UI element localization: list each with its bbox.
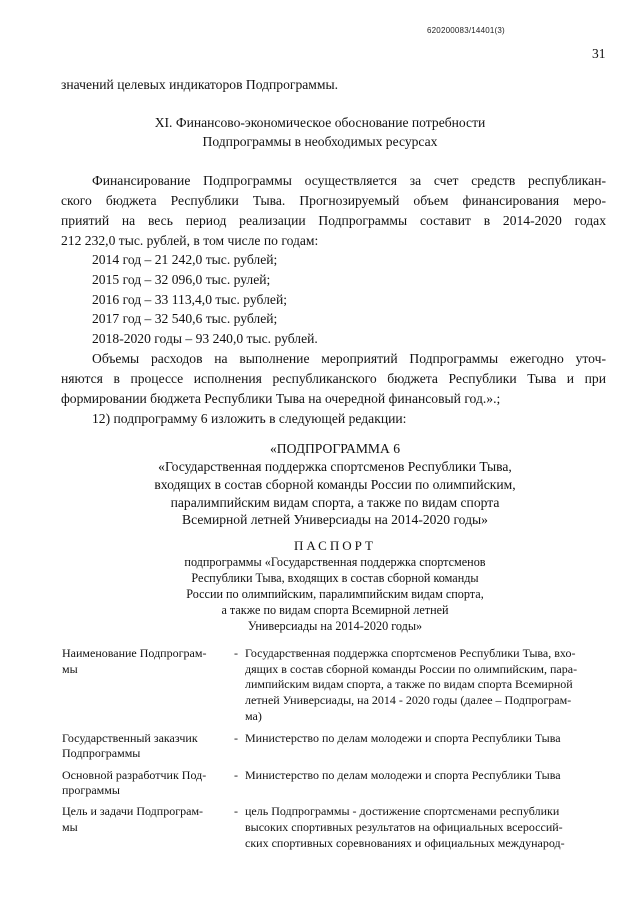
financing-paragraph-line1: Финансирование Подпрограммы осуществляется за счет средств республикан-: [92, 173, 606, 188]
subprogram-heading: «ПОДПРОГРАММА 6: [269, 441, 401, 456]
row-dash: -: [234, 804, 238, 818]
row-dash: -: [234, 768, 238, 782]
passport-subtitle-line2: Республики Тыва, входящих в состав сборной команды: [191, 571, 479, 585]
row-value: ских спортивных соревнованиях и официальных международ-: [245, 836, 565, 850]
subprogram-title-line3: паралимпийским видам спорта, а также по видам спорта: [170, 495, 500, 510]
row-label: Наименование Подпрограм-: [62, 646, 207, 660]
row-value: цель Подпрограммы - достижение спортсменами республики: [245, 804, 560, 818]
row-dash: -: [234, 646, 238, 660]
passport-subtitle-line3: России по олимпийским, паралимпийским видам спорта,: [186, 587, 484, 601]
passport-title: ПАСПОРТ: [294, 538, 376, 553]
passport-subtitle-line1: подпрограммы «Государственная поддержка спортсменов: [184, 555, 486, 569]
year-2016: 2016 год – 33 113,4,0 тыс. рублей;: [92, 292, 287, 307]
year-2018-2020: 2018-2020 годы – 93 240,0 тыс. рублей.: [92, 331, 318, 346]
row-value: дящих в состав сборной команды России по олимпийским, пара-: [245, 662, 578, 676]
intro-line: значений целевых индикаторов Подпрограммы.: [61, 77, 339, 92]
expenses-paragraph-line1: Объемы расходов на выполнение мероприятий Подпрограммы ежегодно уточ-: [92, 351, 606, 366]
row-value: Государственная поддержка спортсменов Республики Тыва, вхо-: [245, 646, 576, 660]
row-dash: -: [234, 731, 238, 745]
expenses-paragraph-line3: формировании бюджета Республики Тыва на очередной финансовый год.».;: [61, 391, 501, 406]
row-label: Цель и задачи Подпрограм-: [62, 804, 204, 818]
subprogram-title-line4: Всемирной летней Универсиады на 2014-2020 годы»: [182, 512, 488, 527]
row-value: Министерство по делам молодежи и спорта Республики Тыва: [245, 768, 561, 782]
row-value: Министерство по делам молодежи и спорта Республики Тыва: [245, 731, 561, 745]
section-title-line1: XI. Финансово-экономическое обоснование потребности: [154, 115, 486, 130]
row-label: мы: [62, 662, 78, 676]
row-label: программы: [62, 783, 120, 797]
subprogram-title-line1: «Государственная поддержка спортсменов Республики Тыва,: [158, 459, 512, 474]
expenses-paragraph-line2: няются в процессе исполнения республиканского бюджета Республики Тыва и при: [61, 371, 606, 386]
row-value: высоких спортивных результатов на официальных всероссий-: [245, 820, 563, 834]
section-title-line2: Подпрограммы в необходимых ресурсах: [202, 134, 438, 149]
row-value: летней Универсиады, на 2014 - 2020 годы (далее – Подпрограм-: [245, 693, 572, 707]
row-label: Государственный заказчик: [62, 731, 198, 745]
passport-subtitle-line4: а также по видам спорта Всемирной летней: [221, 603, 449, 617]
year-2015: 2015 год – 32 096,0 тыс. рулей;: [92, 272, 271, 287]
financing-paragraph-line2: ского бюджета Республики Тыва. Прогнозируемый объем финансирования меро-: [61, 193, 606, 208]
row-value: ма): [245, 709, 262, 723]
passport-subtitle-line5: Универсиады на 2014-2020 годы»: [247, 619, 423, 633]
financing-paragraph-line3: приятий на весь период реализации Подпрограммы составит в 2014-2020 годах: [61, 213, 606, 228]
year-2014: 2014 год – 21 242,0 тыс. рублей;: [92, 252, 278, 267]
row-label: Основной разработчик Под-: [62, 768, 207, 782]
subprogram-title-line2: входящих в состав сборной команды России по олимпийским,: [154, 477, 516, 492]
row-label: мы: [62, 820, 78, 834]
row-value: лимпийским видам спорта, а также по видам спорта Всемирной: [245, 677, 573, 691]
page-number: 31: [592, 46, 606, 61]
financing-paragraph-line4: 212 232,0 тыс. рублей, в том числе по годам:: [61, 233, 319, 248]
amendment-line: 12) подпрограмму 6 изложить в следующей редакции:: [92, 411, 407, 426]
year-2017: 2017 год – 32 540,6 тыс. рублей;: [92, 311, 278, 326]
document-id: 620200083/14401(3): [427, 26, 505, 35]
row-label: Подпрограммы: [62, 746, 141, 760]
